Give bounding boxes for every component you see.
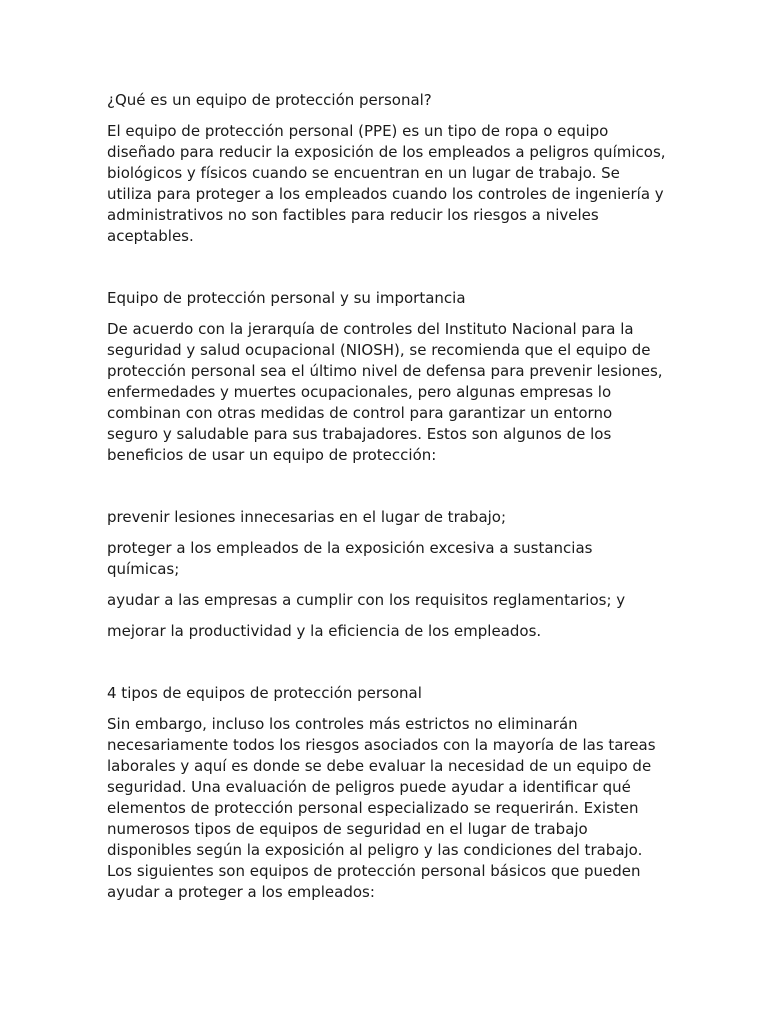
- section-heading-ppe-types: 4 tipos de equipos de protección personal: [107, 684, 422, 702]
- section-heading-ppe-importance: Equipo de protección personal y su importancia: [107, 289, 466, 307]
- benefits-list: [107, 507, 667, 642]
- list-item: ayudar a las empresas a cumplir con los requisitos reglamentarios; y: [107, 591, 626, 609]
- paragraph-ppe-definition: El equipo de protección personal (PPE) es un tipo de ropa o equipo diseñado para reducir la exposición de los empleados a peligros químicos, biológicos y físicos cuando se encuentran en un lugar de trabajo. Se utiliza para proteger a los empleados cuando los controles de ingeniería y administrativos no son factibles para reducir los riesgos a niveles aceptables.: [107, 122, 666, 245]
- paragraph-ppe-types: Sin embargo, incluso los controles más estrictos no eliminarán necesariamente todos los riesgos asociados con la mayoría de las tareas laborales y aquí es donde se debe evaluar la necesidad de un equipo de seguridad. Una evaluación de peligros puede ayudar a identificar qué elementos de protección personal especializado se requerirán. Existen numerosos tipos de equipos de seguridad en el lugar de trabajo disponibles según la exposición al peligro y las condiciones del trabajo. Los siguientes son equipos de protección personal básicos que pueden ayudar a proteger a los empleados:: [107, 715, 656, 901]
- paragraph-ppe-importance: De acuerdo con la jerarquía de controles del Instituto Nacional para la seguridad y salud ocupacional (NIOSH), se recomienda que el equipo de protección personal sea el último nivel de defensa para prevenir lesiones, enfermedades y muertes ocupacionales, pero algunas empresas lo combinan con otras medidas de control para garantizar un entorno seguro y saludable para sus trabajadores. Estos son algunos de los beneficios de usar un equipo de protección:: [107, 320, 663, 464]
- section-heading-ppe-definition: ¿Qué es un equipo de protección personal?: [107, 91, 432, 109]
- list-item: prevenir lesiones innecesarias en el lugar de trabajo;: [107, 508, 507, 526]
- list-item: mejorar la productividad y la eficiencia de los empleados.: [107, 622, 542, 640]
- document-page: [107, 90, 667, 913]
- list-item: proteger a los empleados de la exposición excesiva a sustancias químicas;: [107, 539, 593, 578]
